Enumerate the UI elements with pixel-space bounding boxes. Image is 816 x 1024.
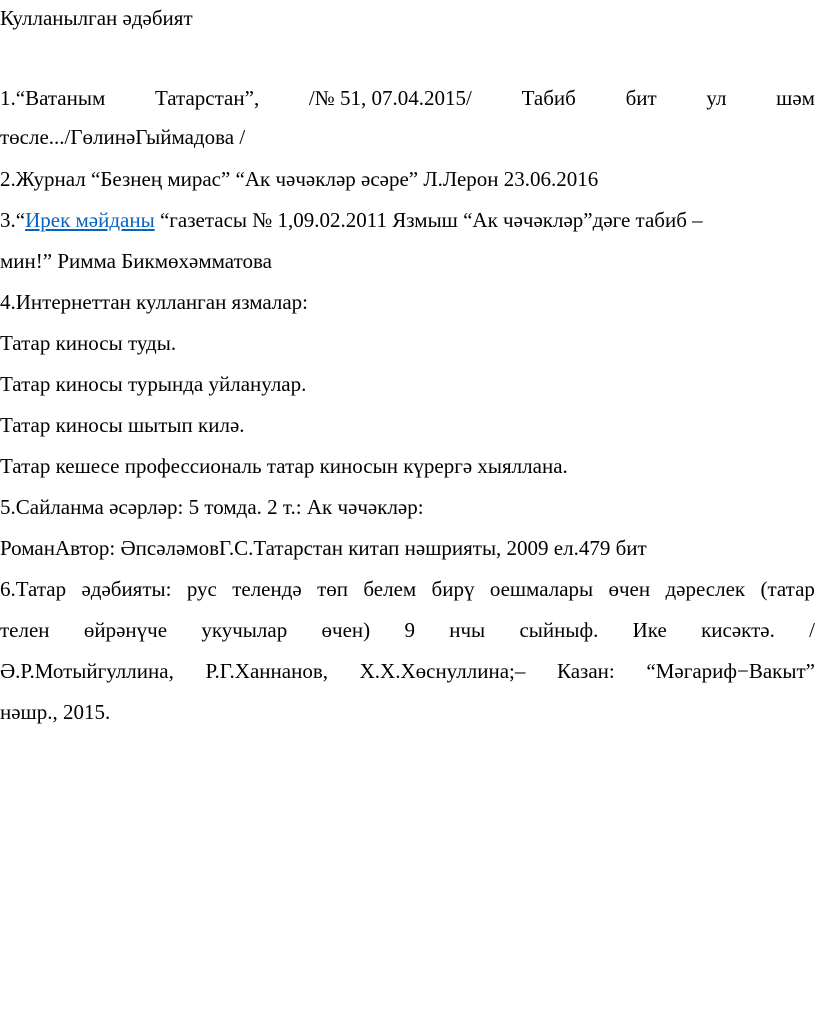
item1-word: Табиб <box>521 86 576 110</box>
item5-line2: РоманАвтор: ӘпсәләмовГ.С.Татарстан китап нәшрияты, 2009 ел.479 бит <box>0 536 647 560</box>
item1-line1 <box>0 86 815 110</box>
item6-word: өчен <box>608 577 651 601</box>
item6-word: өчен) <box>321 618 371 642</box>
item6-word: әдәбияты: <box>81 577 172 601</box>
item6-word: телен <box>0 618 50 642</box>
newspaper-link[interactable]: Ирек мәйданы <box>25 208 155 232</box>
item6-word: сыйныф. <box>519 618 599 642</box>
item3-suffix: “газетасы № 1,09.02.2011 Язмыш “Ак чәчәкләр”дәге табиб – <box>154 208 703 232</box>
item6-word: белем <box>363 577 417 601</box>
item6-word: рус <box>186 577 217 601</box>
item4-entry: Татар киносы туды. <box>0 331 177 355</box>
item6-line4: нәшр., 2015. <box>0 700 111 724</box>
item6-word: / <box>809 618 815 642</box>
item2-line: 2.Журнал “Безнең мирас” “Ак чәчәкләр әсәре” Л.Лерон 23.06.2016 <box>0 167 599 191</box>
item6-word: Ә.Р.Мотыйгуллина, <box>0 659 174 683</box>
item6-word: нчы <box>449 618 486 642</box>
page-title: Кулланылган әдәбият <box>0 6 193 30</box>
item6-word: бирү <box>431 577 475 601</box>
item6-word: Р.Г.Ханнанов, <box>205 659 328 683</box>
item6-line1 <box>0 577 815 601</box>
item6-word: өйрәнүче <box>83 618 168 642</box>
item1-word: Татарстан”, <box>154 86 260 110</box>
item6-word: 9 <box>404 618 415 642</box>
item6-line2 <box>0 618 815 642</box>
item4-entry: Татар киносы шытып килә. <box>0 413 245 437</box>
item6-word: телендә <box>232 577 302 601</box>
item6-word: дәреслек <box>665 577 746 601</box>
item1-word: /№ 51, 07.04.2015/ <box>308 86 472 110</box>
item3-line1 <box>0 208 815 232</box>
item6-word: Казан: <box>557 659 615 683</box>
item4-heading: 4.Интернеттан кулланган язмалар: <box>0 290 308 314</box>
item1-line2: төсле.../ГөлинәГыймадова / <box>0 125 246 149</box>
item6-word: Х.Х.Хөснуллина;– <box>359 659 526 683</box>
item1-word: 1.“Ватаным <box>0 86 106 110</box>
item3-prefix: 3.“ <box>0 208 26 232</box>
item1-word: ул <box>706 86 727 110</box>
item6-word: (татар <box>760 577 815 601</box>
item6-word: оешмалары <box>489 577 594 601</box>
item6-line3 <box>0 659 815 683</box>
item6-word: “Мәгариф−Вакыт” <box>646 659 815 683</box>
item4-entry: Татар киносы турында уйланулар. <box>0 372 307 396</box>
item6-word: 6.Татар <box>0 577 67 601</box>
item6-word: укучылар <box>201 618 288 642</box>
item3-line2: мин!” Римма Бикмөхәмматова <box>0 249 272 273</box>
item6-word: Ике <box>632 618 667 642</box>
item1-word: бит <box>625 86 657 110</box>
item6-word: кисәктә. <box>701 618 775 642</box>
item1-word: шәм <box>776 86 815 110</box>
item5-line1: 5.Сайланма әсәрләр: 5 томда. 2 т.: Ак чәчәкләр: <box>0 495 424 519</box>
item4-entry: Татар кешесе профессиональ татар киносын күрергә хыяллана. <box>0 454 568 478</box>
item6-word: төп <box>317 577 349 601</box>
